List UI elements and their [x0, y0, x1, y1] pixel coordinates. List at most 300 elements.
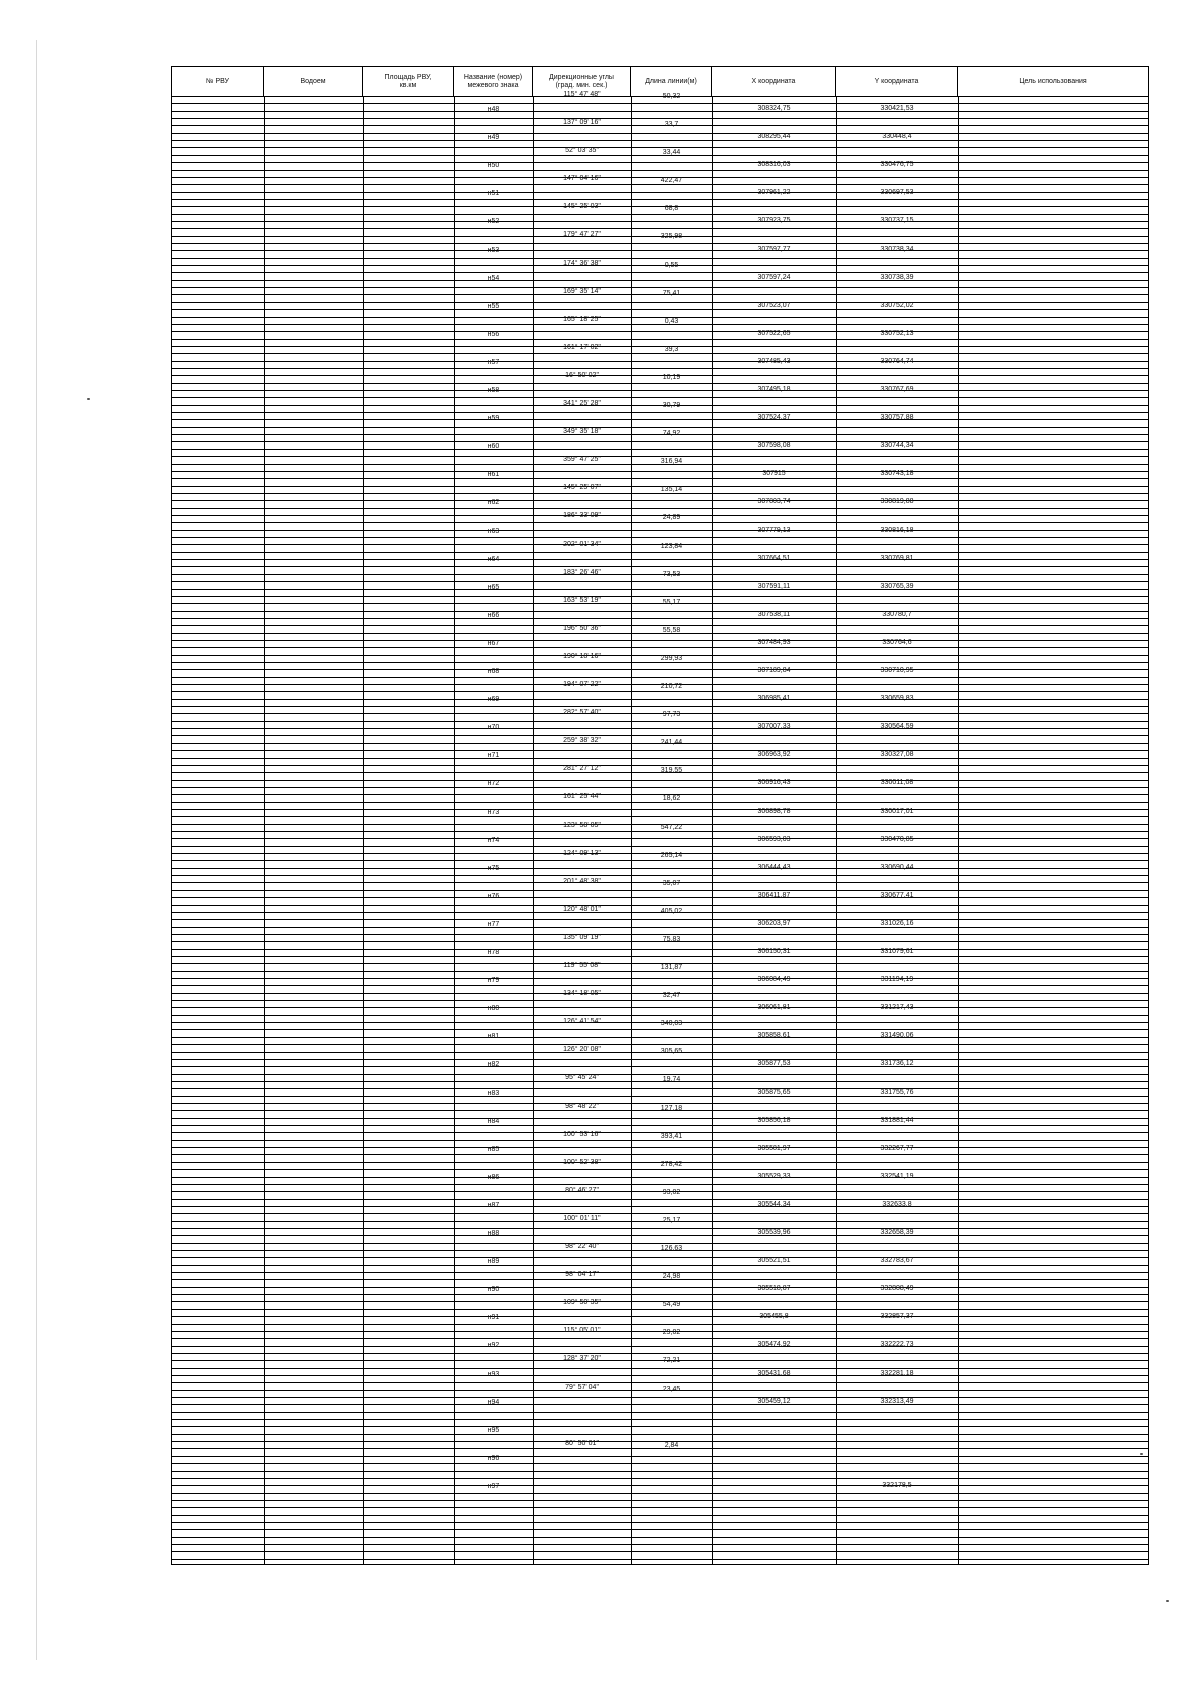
marker-name-cell: н73 — [487, 808, 500, 816]
row-rule — [172, 566, 1148, 567]
row-rule — [172, 618, 1148, 619]
direction-angle-cell: 196° 50' 36" — [563, 624, 601, 632]
marker-name-cell: н97 — [487, 1482, 500, 1490]
marker-name-cell: н93 — [487, 1370, 500, 1378]
x-coordinate-cell: 307522,65 — [757, 329, 791, 337]
marker-name-cell: н91 — [487, 1314, 500, 1322]
x-coordinate-cell: 306203,97 — [757, 919, 791, 927]
y-coordinate-cell: 330764,74 — [880, 357, 914, 365]
row-rule — [172, 1287, 1148, 1288]
row-rule — [172, 1456, 1148, 1457]
marker-name-cell: н76 — [487, 892, 500, 900]
row-rule — [172, 1110, 1148, 1111]
y-coordinate-cell: 332281,18 — [880, 1369, 914, 1377]
scan-speck — [1166, 1600, 1169, 1602]
marker-name-cell: н55 — [487, 302, 500, 310]
row-rule — [172, 471, 1148, 472]
table-header — [172, 67, 1148, 97]
row-rule — [172, 500, 1148, 501]
marker-name-cell: н82 — [487, 1061, 500, 1069]
y-coordinate-cell: 330738,39 — [880, 273, 914, 281]
x-coordinate-cell: 306985,41 — [757, 695, 791, 703]
marker-name-cell: н72 — [487, 780, 500, 788]
y-coordinate-cell: 330816,18 — [880, 526, 914, 534]
row-rule — [172, 1088, 1148, 1089]
row-rule — [172, 383, 1148, 384]
marker-name-cell: н75 — [487, 864, 500, 872]
row-rule — [172, 1316, 1148, 1317]
direction-angle-cell: 202° 01' 34" — [563, 540, 601, 548]
row-rule — [172, 1140, 1148, 1141]
row-rule — [172, 118, 1148, 119]
x-coordinate-cell: 306084,49 — [757, 976, 791, 984]
row-rule — [172, 1265, 1148, 1266]
row-rule — [172, 368, 1148, 369]
row-rule — [172, 1162, 1148, 1163]
row-rule — [172, 772, 1148, 773]
x-coordinate-cell: 306061,81 — [757, 1004, 791, 1012]
row-rule — [172, 537, 1148, 538]
y-coordinate-cell: 332633,8 — [882, 1200, 912, 1208]
y-coordinate-cell: 332313,49 — [880, 1397, 914, 1405]
row-rule — [172, 177, 1148, 178]
column-rule — [454, 96, 455, 1564]
row-rule — [172, 625, 1148, 626]
x-coordinate-cell: 308295,44 — [757, 133, 791, 141]
y-coordinate-cell: 330769,81 — [880, 554, 914, 562]
row-rule — [172, 250, 1148, 251]
row-rule — [172, 882, 1148, 883]
row-rule — [172, 441, 1148, 442]
row-rule — [172, 478, 1148, 479]
marker-name-cell: н89 — [487, 1258, 500, 1266]
header-rvu-number: № РВУ — [172, 67, 264, 96]
line-length-cell: 405,02 — [660, 907, 683, 915]
line-length-cell: 54,49 — [662, 1301, 681, 1309]
row-rule — [172, 317, 1148, 318]
y-coordinate-cell: 330752,13 — [880, 329, 914, 337]
row-rule — [172, 361, 1148, 362]
direction-angle-cell: 52° 03' 35" — [565, 147, 599, 155]
y-coordinate-cell: 330011,08 — [880, 779, 914, 787]
row-rule — [172, 272, 1148, 273]
direction-angle-cell: 115° 05' 01" — [563, 1327, 601, 1335]
y-coordinate-cell: 331755,76 — [880, 1088, 914, 1096]
y-coordinate-cell: 330752,02 — [880, 301, 914, 309]
x-coordinate-cell: 305474,92 — [757, 1341, 791, 1349]
direction-angle-cell: 80° 46' 27" — [565, 1186, 599, 1194]
y-coordinate-cell: 330690,44 — [880, 863, 914, 871]
row-rule — [172, 1434, 1148, 1435]
y-coordinate-cell: 331217,43 — [880, 1004, 914, 1012]
direction-angle-cell: 98° 48' 22" — [565, 1102, 599, 1110]
direction-angle-cell: 165° 18' 25" — [563, 315, 601, 323]
row-rule — [172, 581, 1148, 582]
row-rule — [172, 265, 1148, 266]
row-rule — [172, 1221, 1148, 1222]
line-length-cell: 75,41 — [662, 289, 681, 297]
y-coordinate-cell: 330470,85 — [880, 835, 914, 843]
line-length-cell: 33,44 — [662, 149, 681, 157]
row-rule — [172, 1419, 1148, 1420]
row-rule — [172, 184, 1148, 185]
marker-name-cell: н79 — [487, 977, 500, 985]
line-length-cell: 131,87 — [660, 964, 683, 971]
row-rule — [172, 111, 1148, 112]
row-rule — [172, 1537, 1148, 1538]
line-length-cell: 126,63 — [660, 1245, 683, 1252]
line-length-cell: 340,03 — [660, 1020, 683, 1028]
row-rule — [172, 427, 1148, 428]
y-coordinate-cell: 332541,19 — [880, 1172, 914, 1180]
direction-angle-cell: 341° 25' 28" — [563, 400, 601, 407]
marker-name-cell: н66 — [487, 611, 500, 619]
row-rule — [172, 1066, 1148, 1067]
row-rule — [172, 1500, 1148, 1501]
row-rule — [172, 236, 1148, 237]
y-coordinate-cell: 330017,01 — [880, 807, 914, 815]
marker-name-cell: н84 — [487, 1117, 500, 1125]
row-rule — [172, 1022, 1148, 1023]
direction-angle-cell: 98° 22' 40" — [565, 1243, 599, 1250]
row-rule — [172, 802, 1148, 803]
row-rule — [172, 699, 1148, 700]
marker-name-cell: н77 — [487, 920, 500, 928]
row-rule — [172, 1257, 1148, 1258]
marker-name-cell: н50 — [487, 162, 500, 170]
row-rule — [172, 508, 1148, 509]
line-length-cell: 422,47 — [660, 177, 683, 185]
scan-speck — [87, 398, 90, 400]
direction-angle-cell: 100° 01' 11" — [563, 1214, 601, 1222]
line-length-cell: 10,19 — [662, 373, 681, 381]
line-length-cell: 55,17 — [662, 598, 681, 606]
y-coordinate-cell: 331490,06 — [880, 1032, 914, 1040]
row-rule — [172, 1390, 1148, 1391]
direction-angle-cell: 135° 09' 19" — [563, 933, 601, 941]
row-rule — [172, 1353, 1148, 1354]
row-rule — [172, 1507, 1148, 1508]
row-rule — [172, 875, 1148, 876]
line-length-cell: 30,79 — [662, 402, 681, 409]
direction-angle-cell: 120° 48' 01" — [563, 905, 601, 913]
line-length-cell: 2,84 — [664, 1441, 679, 1449]
row-rule — [172, 294, 1148, 295]
x-coordinate-cell: 308324,75 — [757, 105, 791, 112]
row-rule — [172, 434, 1148, 435]
line-length-cell: 123,84 — [660, 542, 683, 550]
direction-angle-cell: 126° 20' 08" — [563, 1046, 601, 1054]
row-rule — [172, 838, 1148, 839]
line-length-cell: 32,47 — [662, 992, 681, 1000]
x-coordinate-cell: 308316,03 — [757, 161, 791, 169]
row-rule — [172, 1331, 1148, 1332]
marker-name-cell: н70 — [487, 724, 500, 732]
row-rule — [172, 206, 1148, 207]
column-rule — [958, 96, 959, 1564]
row-rule — [172, 390, 1148, 391]
x-coordinate-cell: 307923,75 — [757, 217, 791, 225]
row-rule — [172, 684, 1148, 685]
direction-angle-cell: 98° 04' 17" — [565, 1271, 599, 1279]
line-length-cell: 35,07 — [662, 879, 681, 887]
direction-angle-cell: 95° 45' 24" — [565, 1074, 599, 1082]
row-rule — [172, 1551, 1148, 1552]
row-rule — [172, 1059, 1148, 1060]
row-rule — [172, 309, 1148, 310]
x-coordinate-cell: 307803,74 — [757, 498, 791, 506]
row-rule — [172, 1471, 1148, 1472]
header-purpose: Цель использования — [1019, 77, 1087, 85]
direction-angle-cell: 100° 52' 38" — [563, 1158, 601, 1166]
column-rule — [264, 96, 265, 1564]
marker-name-cell: н80 — [487, 1005, 500, 1013]
row-rule — [172, 397, 1148, 398]
row-rule — [172, 1169, 1148, 1170]
x-coordinate-cell: 305518,87 — [757, 1285, 791, 1293]
row-rule — [172, 1199, 1148, 1200]
line-length-cell: 299,93 — [660, 654, 683, 662]
row-rule — [172, 1007, 1148, 1008]
row-rule — [172, 1279, 1148, 1280]
x-coordinate-cell: 307484,93 — [757, 638, 791, 646]
row-rule — [172, 655, 1148, 656]
row-rule — [172, 147, 1148, 148]
marker-name-cell: н56 — [487, 330, 500, 338]
marker-name-cell: н61 — [487, 471, 500, 479]
row-rule — [172, 949, 1148, 950]
row-rule — [172, 780, 1148, 781]
x-coordinate-cell: 306593,03 — [757, 835, 791, 843]
x-coordinate-cell: 307779,13 — [757, 526, 791, 534]
y-coordinate-cell: 330780,7 — [882, 610, 912, 618]
y-coordinate-cell: 331194,19 — [880, 976, 914, 984]
header-x-coordinate: X координата — [712, 67, 836, 96]
x-coordinate-cell: 305877,53 — [757, 1060, 791, 1068]
x-coordinate-cell: 305455,8 — [759, 1313, 789, 1321]
line-length-cell: 0,55 — [664, 261, 679, 269]
direction-angle-cell: 137° 09' 16" — [563, 119, 601, 126]
row-rule — [172, 1272, 1148, 1273]
y-coordinate-cell: 330738,34 — [880, 245, 914, 253]
line-length-cell: 75,83 — [662, 935, 681, 943]
row-rule — [172, 1559, 1148, 1560]
marker-name-cell: н53 — [487, 246, 500, 254]
header-water-body: Водоем — [264, 67, 363, 96]
row-rule — [172, 691, 1148, 692]
x-coordinate-cell: 306444,43 — [757, 863, 791, 871]
x-coordinate-cell: 305539,96 — [757, 1229, 791, 1236]
row-rule — [172, 1375, 1148, 1376]
row-rule — [172, 647, 1148, 648]
row-rule — [172, 971, 1148, 972]
row-rule — [172, 1206, 1148, 1207]
marker-name-cell: н83 — [487, 1089, 500, 1097]
direction-angle-cell: 100° 53' 16" — [563, 1130, 601, 1138]
row-rule — [172, 162, 1148, 163]
row-rule — [172, 574, 1148, 575]
row-rule — [172, 611, 1148, 612]
row-rule — [172, 1338, 1148, 1339]
line-length-cell: 0,43 — [664, 317, 679, 325]
line-length-cell: 93,02 — [662, 1188, 681, 1196]
x-coordinate-cell: 307664,51 — [757, 554, 791, 562]
row-rule — [172, 1015, 1148, 1016]
row-rule — [172, 1522, 1148, 1523]
x-coordinate-cell: 307598,08 — [757, 442, 791, 450]
y-coordinate-cell: 330767,69 — [880, 386, 914, 393]
line-length-cell: 23,45 — [662, 1385, 681, 1393]
y-coordinate-cell: 332178,5 — [882, 1481, 912, 1489]
y-coordinate-cell: 330421,53 — [880, 105, 914, 112]
row-rule — [172, 1037, 1148, 1038]
row-rule — [172, 963, 1148, 964]
marker-name-cell: н48 — [487, 106, 500, 113]
direction-angle-cell: 145° 25' 07" — [563, 484, 601, 492]
row-rule — [172, 809, 1148, 810]
x-coordinate-cell: 307597,77 — [757, 245, 791, 253]
y-coordinate-cell: 330327,08 — [880, 751, 914, 759]
marker-name-cell: н96 — [487, 1454, 500, 1462]
y-coordinate-cell: 332267,77 — [880, 1144, 914, 1152]
row-rule — [172, 1360, 1148, 1361]
marker-name-cell: н59 — [487, 415, 500, 423]
y-coordinate-cell: 330743,18 — [880, 470, 914, 478]
y-coordinate-cell: 331026,16 — [880, 919, 914, 927]
column-rule — [712, 96, 713, 1564]
marker-name-cell: н94 — [487, 1398, 500, 1406]
row-rule — [172, 1301, 1148, 1302]
direction-angle-cell: 169° 35' 14" — [563, 287, 601, 295]
line-length-cell: 305,65 — [660, 1048, 683, 1056]
row-rule — [172, 1412, 1148, 1413]
line-length-cell: 39,3 — [664, 345, 679, 353]
row-rule — [172, 1368, 1148, 1369]
x-coordinate-cell: 305459,12 — [757, 1397, 791, 1405]
y-coordinate-cell: 332808,49 — [880, 1285, 914, 1293]
row-rule — [172, 346, 1148, 347]
row-rule — [172, 794, 1148, 795]
row-rule — [172, 515, 1148, 516]
row-rule — [172, 287, 1148, 288]
row-rule — [172, 412, 1148, 413]
row-rule — [172, 1147, 1148, 1148]
direction-angle-cell: 109° 50' 35" — [563, 1299, 601, 1307]
direction-angle-cell: 179° 47' 27" — [563, 231, 601, 239]
y-coordinate-cell: 332857,37 — [880, 1313, 914, 1321]
row-rule — [172, 905, 1148, 906]
row-rule — [172, 1463, 1148, 1464]
row-rule — [172, 559, 1148, 560]
direction-angle-cell: 16° 50' 02" — [565, 371, 599, 379]
row-rule — [172, 640, 1148, 641]
x-coordinate-cell: 306411,87 — [757, 891, 791, 899]
header-direction-angle: Дирекционные углы (град. мин. сек.) — [533, 67, 631, 96]
x-coordinate-cell: 306898,78 — [757, 807, 791, 815]
y-coordinate-cell: 332658,39 — [880, 1229, 914, 1236]
marker-name-cell: н67 — [487, 639, 500, 647]
row-rule — [172, 735, 1148, 736]
row-rule — [172, 1074, 1148, 1075]
row-rule — [172, 228, 1148, 229]
x-coordinate-cell: 307523,07 — [757, 301, 791, 309]
x-coordinate-cell: 307538,11 — [757, 610, 791, 618]
row-rule — [172, 449, 1148, 450]
row-rule — [172, 721, 1148, 722]
row-rule — [172, 633, 1148, 634]
x-coordinate-cell: 305431,68 — [757, 1369, 791, 1377]
column-rule — [631, 96, 632, 1564]
y-coordinate-cell: 330476,75 — [880, 161, 914, 169]
row-rule — [172, 706, 1148, 707]
y-coordinate-cell: 330448,4 — [882, 133, 912, 141]
direction-angle-cell: 161° 17' 02" — [563, 343, 601, 351]
y-coordinate-cell: 331736,12 — [880, 1060, 914, 1068]
row-rule — [172, 1382, 1148, 1383]
y-coordinate-cell: 330757,88 — [880, 414, 914, 422]
direction-angle-cell: 183° 26' 46" — [563, 568, 601, 576]
y-coordinate-cell: 331881,44 — [880, 1116, 914, 1124]
x-coordinate-cell: 307495,18 — [757, 386, 791, 393]
row-rule — [172, 1529, 1148, 1530]
x-coordinate-cell: 307591,11 — [757, 582, 791, 590]
x-coordinate-cell: 305521,51 — [757, 1257, 791, 1265]
direction-angle-cell: 281° 27' 12" — [563, 765, 601, 773]
y-coordinate-cell: 332783,67 — [880, 1257, 914, 1265]
row-rule — [172, 743, 1148, 744]
row-rule — [172, 1441, 1148, 1442]
marker-name-cell: н63 — [487, 527, 500, 535]
direction-angle-cell: 259° 38' 32" — [563, 737, 601, 745]
row-rule — [172, 1544, 1148, 1545]
marker-name-cell: н87 — [487, 1201, 500, 1209]
row-rule — [172, 1081, 1148, 1082]
line-length-cell: 73,53 — [662, 570, 681, 578]
row-rule — [172, 662, 1148, 663]
line-length-cell: 55,58 — [662, 626, 681, 634]
row-rule — [172, 1191, 1148, 1192]
row-rule — [172, 934, 1148, 935]
direction-angle-cell: 147° 04' 16" — [563, 175, 601, 183]
row-rule — [172, 1404, 1148, 1405]
line-length-cell: 127,18 — [660, 1104, 683, 1112]
row-rule — [172, 941, 1148, 942]
line-length-cell: 97,73 — [662, 711, 681, 719]
direction-angle-cell: 80° 50' 01" — [565, 1439, 599, 1447]
x-coordinate-cell: 307915 — [762, 470, 786, 478]
row-rule — [172, 677, 1148, 678]
x-coordinate-cell: 306150,31 — [757, 948, 791, 955]
y-coordinate-cell: 330737,15 — [880, 217, 914, 225]
x-coordinate-cell: 307961,22 — [757, 189, 791, 197]
x-coordinate-cell: 307485,43 — [757, 357, 791, 365]
row-rule — [172, 1397, 1148, 1398]
row-rule — [172, 1243, 1148, 1244]
row-rule — [172, 1493, 1148, 1494]
row-rule — [172, 1426, 1148, 1427]
x-coordinate-cell: 305856,18 — [757, 1116, 791, 1124]
line-length-cell: 393,41 — [660, 1132, 683, 1140]
row-rule — [172, 728, 1148, 729]
line-length-cell: 210,72 — [660, 683, 683, 690]
row-rule — [172, 493, 1148, 494]
x-coordinate-cell: 305875,65 — [757, 1088, 791, 1096]
line-length-cell: 74,92 — [662, 430, 681, 438]
row-rule — [172, 324, 1148, 325]
row-rule — [172, 530, 1148, 531]
row-rule — [172, 1000, 1148, 1001]
row-rule — [172, 199, 1148, 200]
